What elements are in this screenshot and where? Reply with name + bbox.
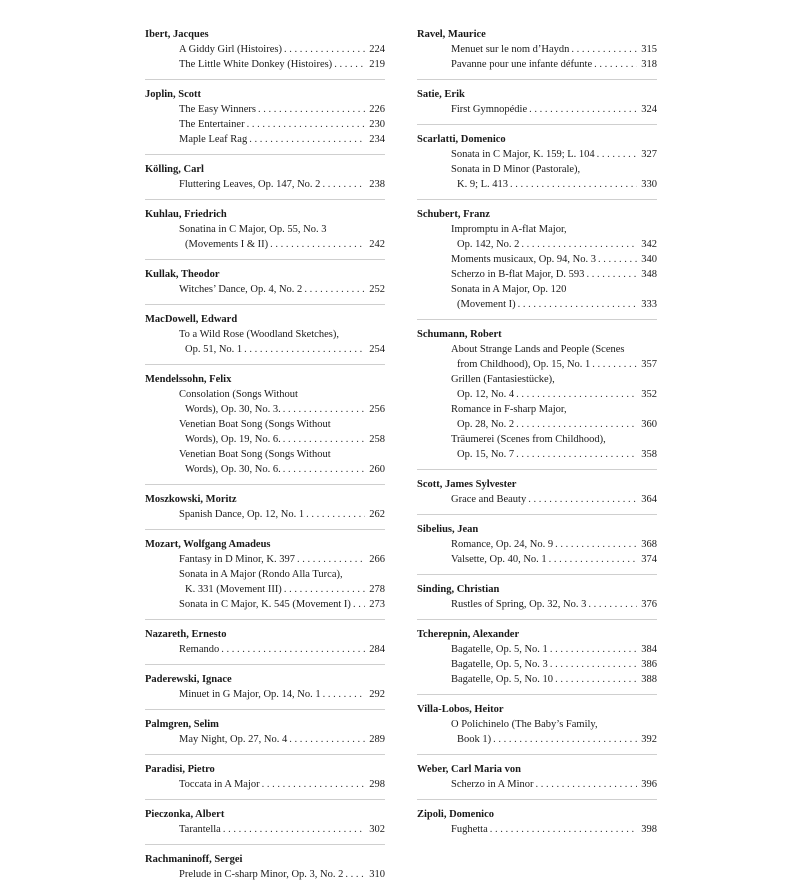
composer-name: Villa-Lobos, Heitor xyxy=(417,704,504,715)
composer-name: Ibert, Jacques xyxy=(145,29,209,40)
composer-name: Kölling, Carl xyxy=(145,164,204,175)
page-number: 318 xyxy=(641,59,657,70)
dot-leader xyxy=(262,777,365,792)
composer-name: Ravel, Maurice xyxy=(417,29,486,40)
page-number: 242 xyxy=(369,239,385,250)
work-title: Consolation (Songs Without xyxy=(179,389,298,400)
composer-name: Sinding, Christian xyxy=(417,584,500,595)
page-number: 252 xyxy=(369,284,385,295)
dot-leader xyxy=(247,117,365,132)
composer-entry xyxy=(417,619,657,687)
work-line xyxy=(179,432,385,447)
composer-entry xyxy=(145,709,385,747)
composer-name: Joplin, Scott xyxy=(145,89,202,100)
page-number: 224 xyxy=(369,44,385,55)
composer-name: Weber, Carl Maria von xyxy=(417,764,522,775)
work-line xyxy=(451,447,657,462)
composer-name: Mendelssohn, Felix xyxy=(145,374,232,385)
work-title: Venetian Boat Song (Songs Without xyxy=(179,449,331,460)
page-number: 254 xyxy=(369,344,385,355)
dot-leader xyxy=(550,657,637,672)
dot-leader xyxy=(334,57,365,72)
work-line xyxy=(179,552,385,567)
dot-leader xyxy=(529,102,637,117)
page-number: 315 xyxy=(641,44,657,55)
composer-name: Zipoli, Domenico xyxy=(417,809,495,820)
work-title: (Movement I) xyxy=(457,299,516,310)
work-line xyxy=(179,822,385,837)
work-title: from Childhood), Op. 15, No. 1 xyxy=(457,359,591,370)
work-title: Pavanne pour une infante défunte xyxy=(451,59,593,70)
work-line xyxy=(179,462,385,477)
page-number: 348 xyxy=(641,269,657,280)
work-line xyxy=(179,117,385,132)
page-number: 284 xyxy=(369,644,385,655)
composer-entry xyxy=(417,25,657,72)
dot-leader xyxy=(586,267,637,282)
page-number: 310 xyxy=(369,869,385,880)
work-line xyxy=(451,597,657,612)
work-line xyxy=(451,717,657,732)
composer-name: Nazareth, Ernesto xyxy=(145,629,227,640)
page-number: 360 xyxy=(641,419,657,430)
work-title: Prelude in C-sharp Minor, Op. 3, No. 2 xyxy=(179,869,344,880)
page-number: 256 xyxy=(369,404,385,415)
page-number: 258 xyxy=(369,434,385,445)
dot-leader xyxy=(283,432,365,447)
work-line xyxy=(179,237,385,252)
work-title: Bagatelle, Op. 5, No. 1 xyxy=(451,644,548,655)
dot-leader xyxy=(571,42,637,57)
dot-leader xyxy=(510,177,637,192)
dot-leader xyxy=(598,252,637,267)
composer-entry xyxy=(145,304,385,357)
work-title: About Strange Lands and People (Scenes xyxy=(451,344,625,355)
dot-leader xyxy=(306,507,365,522)
work-line xyxy=(179,42,385,57)
work-title: Remando xyxy=(179,644,220,655)
work-title: Scherzo in A Minor xyxy=(451,779,534,790)
dot-leader xyxy=(588,597,637,612)
work-title: Book 1) xyxy=(457,734,492,745)
work-title: K. 9; L. 413 xyxy=(457,179,509,190)
work-line xyxy=(179,507,385,522)
work-line xyxy=(451,732,657,747)
work-line xyxy=(451,822,657,837)
page-number: 260 xyxy=(369,464,385,475)
dot-leader xyxy=(521,237,637,252)
work-title: To a Wild Rose (Woodland Sketches), xyxy=(179,329,339,340)
composer-entry xyxy=(417,469,657,507)
work-title: Venetian Boat Song (Songs Without xyxy=(179,419,331,430)
dot-leader xyxy=(490,822,637,837)
work-title: Words), Op. 30, No. 6. xyxy=(185,464,281,475)
work-title: Tarantella xyxy=(179,824,221,835)
composer-name: Mozart, Wolfgang Amadeus xyxy=(145,539,271,550)
page-number: 368 xyxy=(641,539,657,550)
work-title: Grillen (Fantasiestücke), xyxy=(451,374,555,385)
work-line xyxy=(179,102,385,117)
work-title: Bagatelle, Op. 5, No. 10 xyxy=(451,674,554,685)
page-number: 330 xyxy=(641,179,657,190)
composer-entry xyxy=(145,259,385,297)
work-title: Op. 28, No. 2 xyxy=(457,419,515,430)
dot-leader xyxy=(249,132,365,147)
composer-entry xyxy=(417,694,657,747)
page-number: 340 xyxy=(641,254,657,265)
contents-right-column xyxy=(417,25,657,844)
composer-name: Kullak, Theodor xyxy=(145,269,220,280)
work-line xyxy=(179,777,385,792)
composer-name: Pieczonka, Albert xyxy=(145,809,225,820)
work-line xyxy=(451,672,657,687)
composer-name: Palmgren, Selim xyxy=(145,719,219,730)
page-number: 324 xyxy=(641,104,657,115)
work-title: Maple Leaf Rag xyxy=(179,134,248,145)
dot-leader xyxy=(289,732,365,747)
work-line xyxy=(179,57,385,72)
work-line xyxy=(451,57,657,72)
dot-leader xyxy=(597,147,637,162)
dot-leader xyxy=(345,867,365,882)
page-number: 302 xyxy=(369,824,385,835)
dot-leader xyxy=(493,732,637,747)
work-line xyxy=(451,147,657,162)
page-number: 327 xyxy=(641,149,657,160)
composer-entry xyxy=(417,514,657,567)
composer-entry xyxy=(145,364,385,477)
contents-left-column xyxy=(145,25,385,889)
page-number: 289 xyxy=(369,734,385,745)
work-title: May Night, Op. 27, No. 4 xyxy=(179,734,288,745)
work-title: Romance in F-sharp Major, xyxy=(451,404,567,415)
dot-leader xyxy=(304,282,365,297)
composer-name: Kuhlau, Friedrich xyxy=(145,209,227,220)
work-line xyxy=(179,867,385,882)
work-line xyxy=(451,342,657,357)
work-title: Sonata in C Major, K. 159; L. 104 xyxy=(451,149,595,160)
composer-entry xyxy=(145,199,385,252)
page-number: 392 xyxy=(641,734,657,745)
composer-name: Tcherepnin, Alexander xyxy=(417,629,520,640)
composer-entry xyxy=(417,124,657,192)
work-title: Minuet in G Major, Op. 14, No. 1 xyxy=(179,689,321,700)
work-title: O Polichinelo (The Baby’s Family, xyxy=(451,719,598,730)
composer-entry xyxy=(417,319,657,462)
work-line xyxy=(451,42,657,57)
dot-leader xyxy=(549,552,637,567)
work-line xyxy=(451,237,657,252)
work-line xyxy=(179,732,385,747)
dot-leader xyxy=(284,42,365,57)
work-line xyxy=(451,417,657,432)
work-line xyxy=(179,582,385,597)
dot-leader xyxy=(283,402,365,417)
composer-entry xyxy=(145,799,385,837)
work-line xyxy=(451,297,657,312)
work-line xyxy=(451,162,657,177)
composer-name: Schumann, Robert xyxy=(417,329,502,340)
work-title: K. 331 (Movement III) xyxy=(185,584,282,595)
composer-entry xyxy=(145,619,385,657)
work-title: Grace and Beauty xyxy=(451,494,527,505)
page-number: 386 xyxy=(641,659,657,670)
work-title: First Gymnopédie xyxy=(451,104,528,115)
work-line xyxy=(451,372,657,387)
composer-entry xyxy=(417,574,657,612)
page-number: 219 xyxy=(369,59,385,70)
work-title: A Giddy Girl (Histoires) xyxy=(179,44,282,55)
page-number: 333 xyxy=(641,299,657,310)
composer-name: Moszkowski, Moritz xyxy=(145,494,237,505)
dot-leader xyxy=(270,237,365,252)
dot-leader xyxy=(221,642,365,657)
work-title: Spanish Dance, Op. 12, No. 1 xyxy=(179,509,305,520)
work-line xyxy=(179,132,385,147)
dot-leader xyxy=(516,417,637,432)
work-line xyxy=(451,537,657,552)
composer-name: Paradisi, Pietro xyxy=(145,764,215,775)
dot-leader xyxy=(528,492,637,507)
dot-leader xyxy=(550,642,637,657)
dot-leader xyxy=(297,552,365,567)
work-title: Menuet sur le nom d’Haydn xyxy=(451,44,570,55)
page-number: 364 xyxy=(641,494,657,505)
work-line xyxy=(179,597,385,612)
composer-name: Paderewski, Ignace xyxy=(145,674,232,685)
work-title: Words), Op. 19, No. 6. xyxy=(185,434,281,445)
work-line xyxy=(451,222,657,237)
work-title: Fluttering Leaves, Op. 147, No. 2 xyxy=(179,179,321,190)
dot-leader xyxy=(322,177,365,192)
composer-name: Rachmaninoff, Sergei xyxy=(145,854,243,865)
dot-leader xyxy=(283,462,365,477)
composer-entry xyxy=(145,529,385,612)
work-line xyxy=(451,432,657,447)
work-title: Sonata in A Major (Rondo Alla Turca), xyxy=(179,569,343,580)
composer-name: Sibelius, Jean xyxy=(417,524,479,535)
work-line xyxy=(451,282,657,297)
page-number: 238 xyxy=(369,179,385,190)
work-line xyxy=(179,447,385,462)
work-line xyxy=(451,657,657,672)
page-number: 396 xyxy=(641,779,657,790)
work-line xyxy=(179,387,385,402)
composer-entry xyxy=(145,844,385,882)
composer-entry xyxy=(145,154,385,192)
work-line xyxy=(451,357,657,372)
work-title: Romance, Op. 24, No. 9 xyxy=(451,539,554,550)
dot-leader xyxy=(258,102,365,117)
page-number: 398 xyxy=(641,824,657,835)
page-number: 230 xyxy=(369,119,385,130)
work-title: The Easy Winners xyxy=(179,104,256,115)
page-number: 358 xyxy=(641,449,657,460)
page-number: 278 xyxy=(369,584,385,595)
composer-name: Scott, James Sylvester xyxy=(417,479,517,490)
work-line xyxy=(179,342,385,357)
page-number: 342 xyxy=(641,239,657,250)
page-number: 352 xyxy=(641,389,657,400)
dot-leader xyxy=(518,297,637,312)
dot-leader xyxy=(536,777,637,792)
dot-leader xyxy=(284,582,365,597)
page-number: 388 xyxy=(641,674,657,685)
work-line xyxy=(179,282,385,297)
work-title: The Little White Donkey (Histoires) xyxy=(179,59,333,70)
dot-leader xyxy=(223,822,365,837)
page-number: 292 xyxy=(369,689,385,700)
composer-entry xyxy=(417,754,657,792)
dot-leader xyxy=(555,537,637,552)
work-line xyxy=(451,177,657,192)
work-title: Sonata in C Major, K. 545 (Movement I) xyxy=(179,599,351,610)
composer-name: Schubert, Franz xyxy=(417,209,490,220)
work-title: Moments musicaux, Op. 94, No. 3 xyxy=(451,254,596,265)
page-number: 384 xyxy=(641,644,657,655)
composer-name: Satie, Erik xyxy=(417,89,465,100)
work-line xyxy=(451,252,657,267)
page-number: 273 xyxy=(369,599,385,610)
page-number: 298 xyxy=(369,779,385,790)
dot-leader xyxy=(594,57,637,72)
work-line xyxy=(451,402,657,417)
work-title: Words), Op. 30, No. 3. xyxy=(185,404,281,415)
work-title: Rustles of Spring, Op. 32, No. 3 xyxy=(451,599,587,610)
dot-leader xyxy=(516,447,637,462)
composer-entry xyxy=(417,79,657,117)
work-line xyxy=(451,387,657,402)
work-title: Fantasy in D Minor, K. 397 xyxy=(179,554,295,565)
work-line xyxy=(179,402,385,417)
work-title: Op. 12, No. 4 xyxy=(457,389,515,400)
page-number: 374 xyxy=(641,554,657,565)
work-title: (Movements I & II) xyxy=(185,239,269,250)
work-title: Impromptu in A-flat Major, xyxy=(451,224,567,235)
dot-leader xyxy=(323,687,365,702)
work-line xyxy=(179,417,385,432)
composer-name: Scarlatti, Domenico xyxy=(417,134,506,145)
dot-leader xyxy=(244,342,365,357)
work-title: Träumerei (Scenes from Childhood), xyxy=(451,434,606,445)
work-title: Toccata in A Major xyxy=(179,779,260,790)
work-line xyxy=(179,642,385,657)
work-title: Sonata in D Minor (Pastorale), xyxy=(451,164,581,175)
work-title: Bagatelle, Op. 5, No. 3 xyxy=(451,659,548,670)
work-title: Op. 51, No. 1 xyxy=(185,344,243,355)
composer-name: MacDowell, Edward xyxy=(145,314,238,325)
work-line xyxy=(451,777,657,792)
composer-entry xyxy=(417,799,657,837)
work-title: Witches’ Dance, Op. 4, No. 2 xyxy=(179,284,303,295)
work-title: Op. 15, No. 7 xyxy=(457,449,515,460)
work-title: Sonatina in C Major, Op. 55, No. 3 xyxy=(179,224,327,235)
page-number: 266 xyxy=(369,554,385,565)
work-line xyxy=(179,177,385,192)
composer-entry xyxy=(145,25,385,72)
page-number: 262 xyxy=(369,509,385,520)
work-title: Fughetta xyxy=(451,824,488,835)
work-line xyxy=(451,492,657,507)
work-title: Op. 142, No. 2 xyxy=(457,239,520,250)
page-number: 357 xyxy=(641,359,657,370)
work-line xyxy=(179,222,385,237)
composer-entry xyxy=(145,664,385,702)
work-line xyxy=(451,642,657,657)
page-number: 234 xyxy=(369,134,385,145)
dot-leader xyxy=(555,672,637,687)
work-line xyxy=(451,267,657,282)
work-title: Sonata in A Major, Op. 120 xyxy=(451,284,567,295)
work-line xyxy=(179,327,385,342)
work-line xyxy=(179,567,385,582)
composer-entry xyxy=(417,199,657,312)
work-title: Scherzo in B-flat Major, D. 593 xyxy=(451,269,585,280)
work-line xyxy=(179,687,385,702)
work-line xyxy=(451,552,657,567)
dot-leader xyxy=(516,387,637,402)
composer-entry xyxy=(145,484,385,522)
dot-leader xyxy=(592,357,637,372)
work-title: Valsette, Op. 40, No. 1 xyxy=(451,554,547,565)
composer-entry xyxy=(145,79,385,147)
composer-entry xyxy=(145,754,385,792)
work-line xyxy=(451,102,657,117)
dot-leader xyxy=(353,597,365,612)
work-title: The Entertainer xyxy=(179,119,245,130)
page-number: 226 xyxy=(369,104,385,115)
page-number: 376 xyxy=(641,599,657,610)
